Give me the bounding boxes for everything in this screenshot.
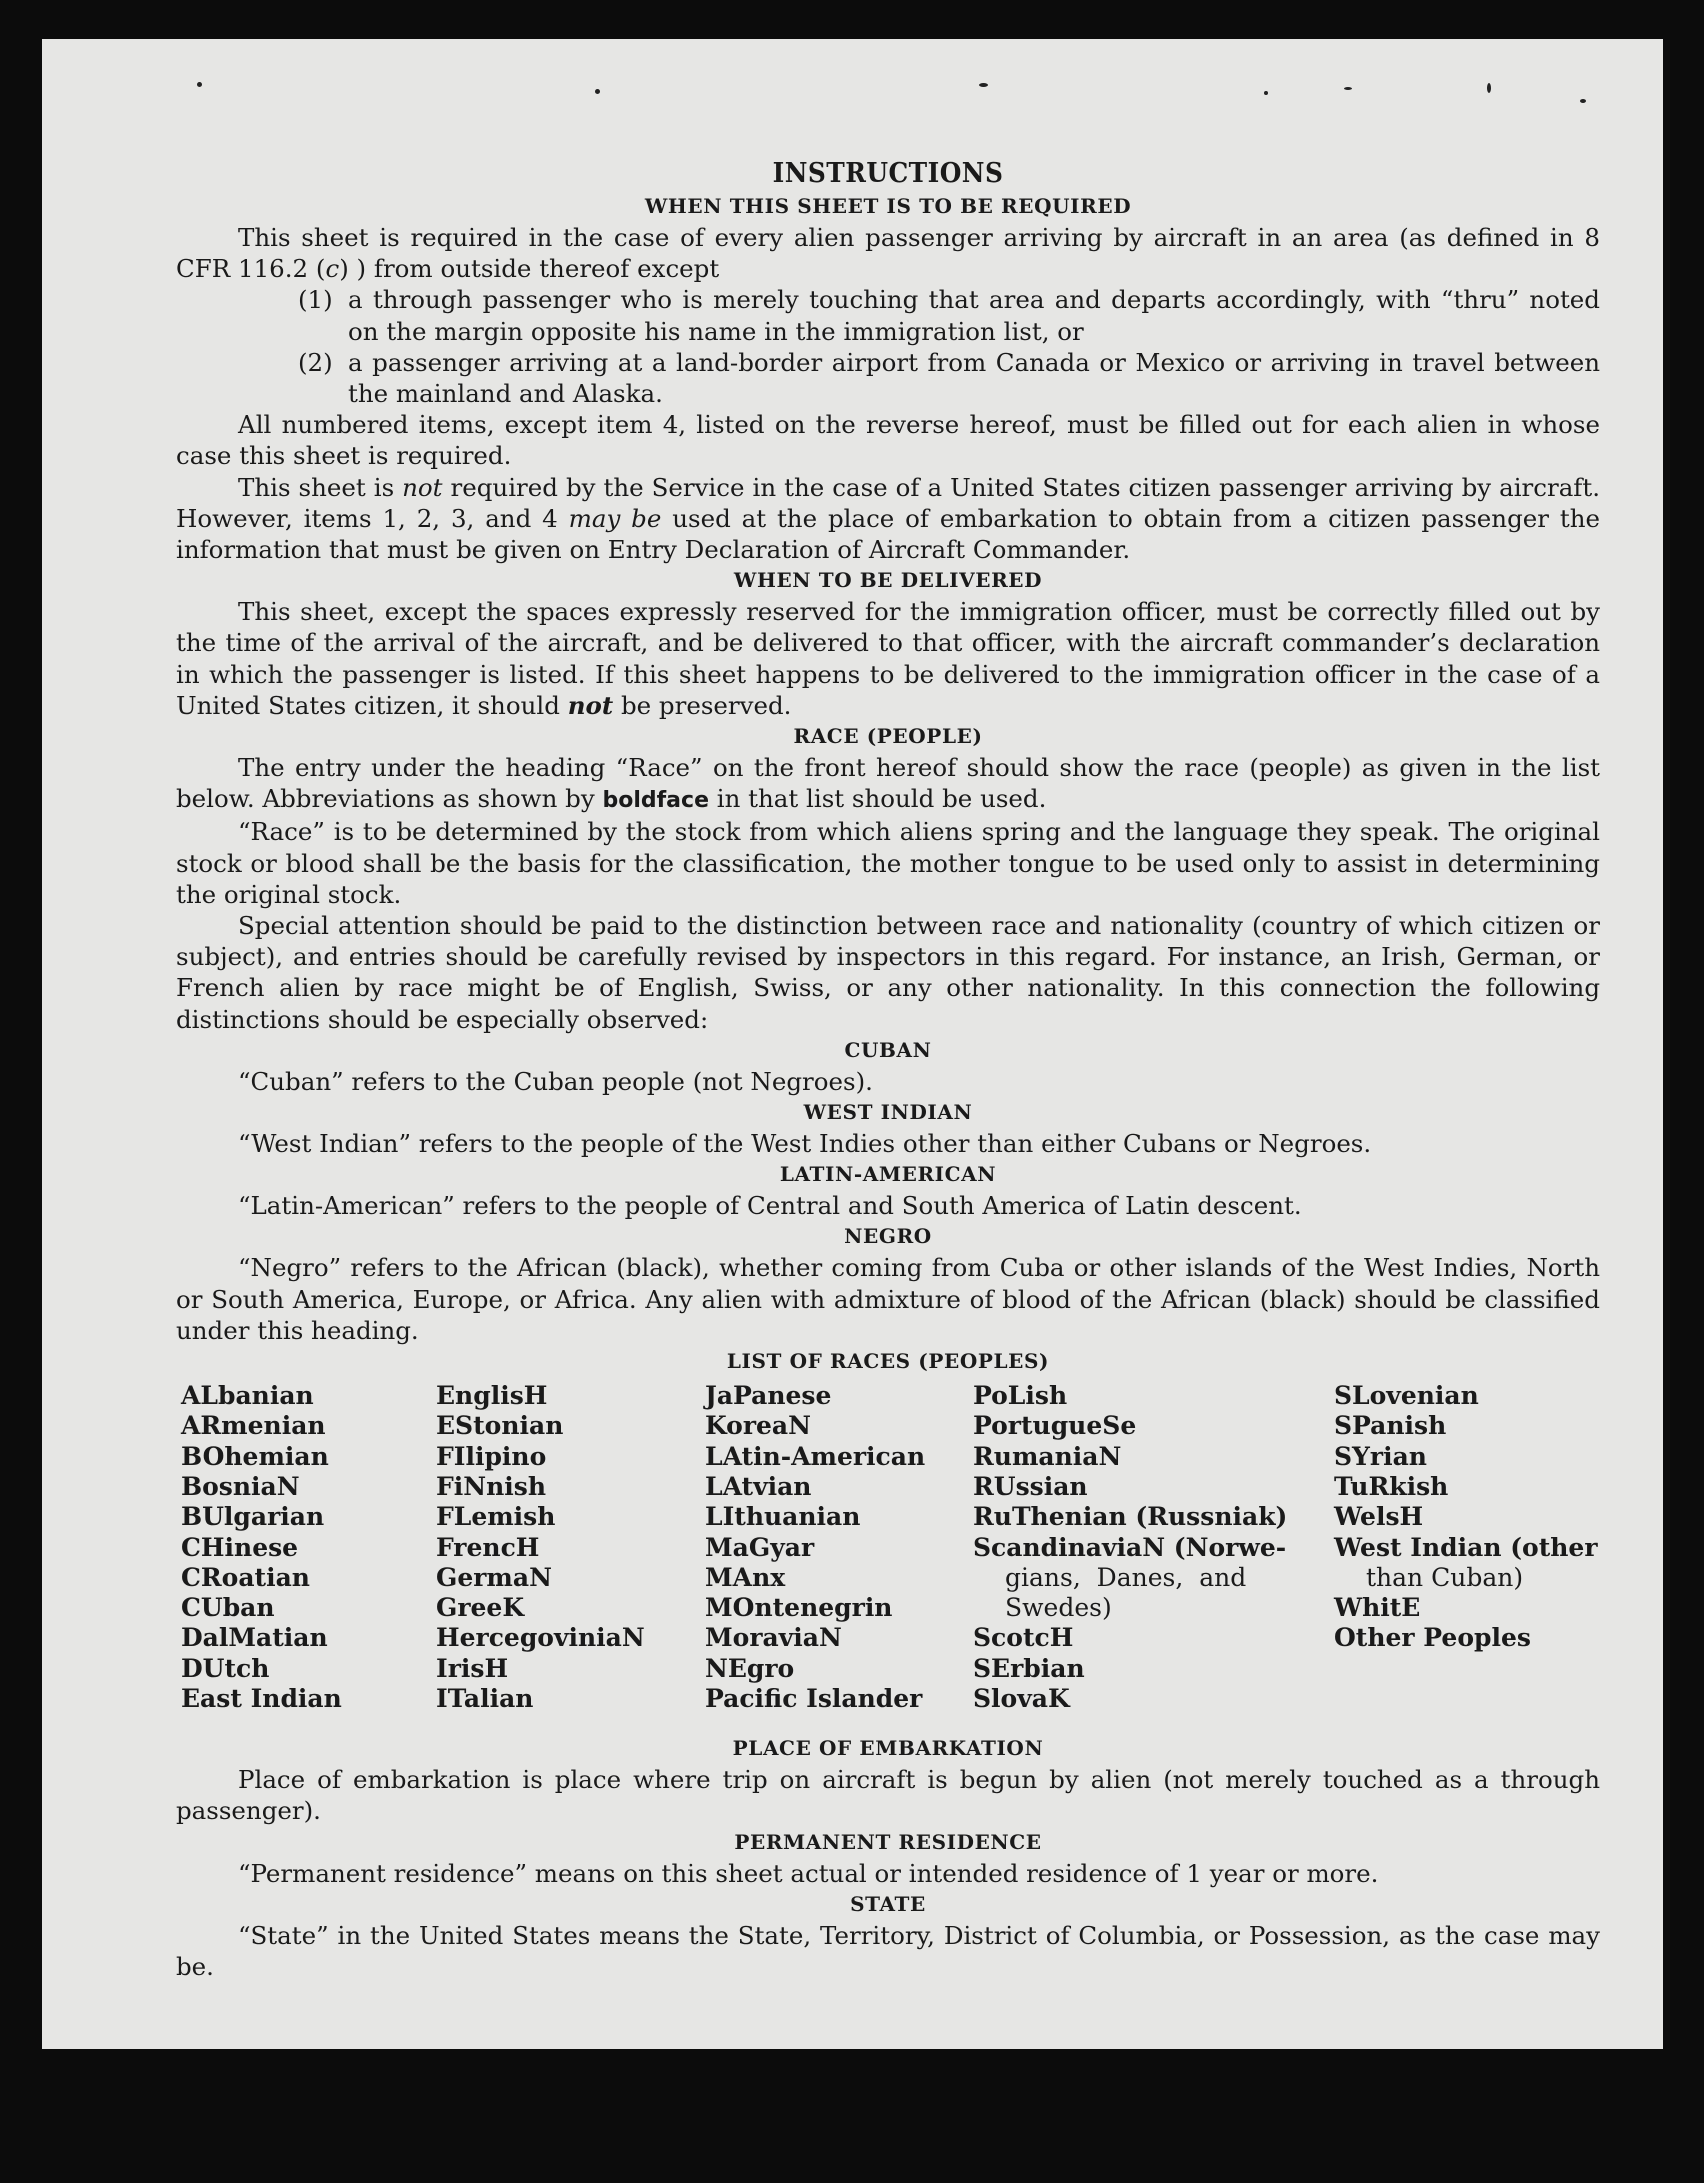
text-run: “Race” is to be determined by the stock from which aliens spring and the language they speak. The original stock or blood shall be the basis for the classification, the mother tongue to be used only to assist in determining the original stock. [176,817,1600,909]
text-run: in that list should be used. [708,784,1047,814]
races-list [176,1381,1600,1733]
race-entry: EnglisH [436,1381,548,1411]
race-entry: Other Peoples [1334,1623,1531,1653]
text-run: Place of embarkation is place where trip on aircraft is begun by alien (not merely touched as a through passenger). [176,1765,1600,1826]
paragraph [176,596,1600,721]
race-entry: MAnx [705,1562,786,1592]
text-run: a passenger arriving at a land-border airport from Canada or Mexico or arriving in travel between the mainland and Alaska. [348,347,1600,409]
race-entry: WhitE [1334,1593,1421,1623]
race-entry: NEgro [705,1653,795,1683]
race-entry: Pacific Islander [705,1684,923,1714]
race-entry: SYrian [1334,1441,1427,1471]
instructions-content [176,157,1600,1982]
race-entry: CUban [181,1593,275,1623]
races-column [181,1381,342,1714]
text-run: This sheet, except the spaces expressly reserved for the immigration officer, must be correctly filled out by the time of the arrival of the aircraft, and be delivered to that officer, with the aircraft commander’s declaration in which the passenger is listed. If this sheet happens to be delivered to the immigration officer in the case of a United States citizen, it should [176,597,1600,720]
text-run: not [567,690,614,720]
scan-speck [595,89,600,94]
race-entry: KoreaN [705,1411,811,1441]
paragraph [176,1190,1600,1221]
race-entry: SErbian [973,1653,1085,1683]
document-title: INSTRUCTIONS [772,158,1004,189]
section-heading: STATE [850,1891,926,1916]
paragraph [176,910,1600,1035]
scan-speck [1580,99,1586,103]
text-run: not [402,472,443,502]
race-entry: GreeK [436,1593,525,1623]
text-run: Special attention should be paid to the distinction between race and nationality (country of which citizen or subject), and entries should be carefully revised by inspectors in this regard. For instance, an Irish, German, or French alien by race might be of English, Swiss, or any other nationality. In this connection the following distinctions should be especially observed: [176,911,1600,1034]
section-heading: PERMANENT RESIDENCE [734,1829,1042,1854]
race-entry: MaGyar [705,1532,815,1562]
text-run: “Negro” refers to the African (black), whether coming from Cuba or other islands of the West Indies, North or South America, Europe, or Africa. Any alien with admixture of blood of the African (black) should be classified under this heading. [176,1253,1600,1345]
text-run: a through passenger who is merely touching that area and departs accordingly, with “thru” noted on the margin opposite his name in the immigration list, or [348,285,1600,346]
race-entry: LAtin-American [705,1441,926,1471]
section-heading: PLACE OF EMBARKATION [732,1736,1044,1761]
scan-speck [979,83,988,87]
race-entry: PoLish [973,1381,1068,1411]
numbered-item [176,347,1600,409]
races-column [705,1381,925,1714]
race-entry: FrencH [436,1532,540,1562]
race-entry: TuRkish [1334,1471,1449,1501]
race-entry: ARmenian [181,1411,326,1441]
text-run: required by the Service in the case of a United States citizen passenger arriving by aircraft. However, items 1, 2, 3, and 4 [176,472,1601,533]
race-entry: SlovaK [973,1684,1070,1714]
section-heading: CUBAN [844,1037,932,1062]
text-run: The entry under the heading “Race” on the front hereof should show the race (people) as given in the list below. Abbreviations as shown by [176,753,1600,814]
scan-speck [197,82,202,87]
race-entry: than Cuban) [1366,1562,1524,1592]
race-entry: CHinese [181,1532,299,1562]
section-heading: WHEN TO BE DELIVERED [733,568,1043,593]
race-entry: BosniaN [181,1471,300,1501]
race-entry: HercegoviniaN [436,1623,645,1653]
race-entry: ScotcH [973,1623,1074,1653]
text-run: This sheet is [238,472,403,502]
race-entry: PortugueSe [973,1411,1137,1441]
race-entry: LAtvian [705,1471,812,1501]
paragraph [176,1920,1600,1982]
race-entry: RumaniaN [973,1441,1122,1471]
races-column [973,1381,1287,1714]
race-entry: BUlgarian [181,1502,325,1532]
race-entry: DUtch [181,1653,270,1683]
sections-top [176,191,1600,1346]
race-entry: FLemish [436,1502,556,1532]
numbered-item [176,284,1600,346]
paragraph [176,409,1600,471]
text-run: ) ) from outside thereof except [339,254,720,284]
race-entry: MOntenegrin [705,1593,893,1623]
race-entry: WelsH [1334,1502,1424,1532]
race-entry: RUssian [973,1471,1088,1501]
race-entry: JaPanese [705,1381,832,1411]
paragraph [176,1858,1600,1889]
text-run: All numbered items, except item 4, listed on the reverse hereof, must be filled out for each alien in whose case this sheet is required. [176,410,1600,471]
paragraph [176,1066,1600,1097]
race-entry: ITalian [436,1684,534,1714]
race-entry: East Indian [181,1684,342,1714]
race-entry: RuThenian (Russniak) [973,1502,1288,1532]
paragraph [176,1764,1600,1826]
text-run: “West Indian” refers to the people of the West Indies other than either Cubans or Negroes. [238,1129,1372,1159]
text-run: “State” in the United States means the State, Territory, District of Columbia, or Possession, as the case may be. [176,1920,1600,1981]
race-entry: gians, Danes, and [1005,1562,1247,1592]
race-entry: LIthuanian [705,1502,861,1532]
races-column [436,1381,645,1714]
text-run: used at the place of embarkation to obtain from a citizen passenger the information that must be given on Entry Declaration of Aircraft Commander. [176,503,1600,565]
race-entry: MoraviaN [705,1623,842,1653]
race-entry: ScandinaviaN (Norwe- [973,1532,1287,1562]
race-entry: FIlipino [436,1441,547,1471]
text-run: c [325,254,340,284]
race-entry: SPanish [1334,1411,1447,1441]
text-run: “Latin-American” refers to the people of Central and South America of Latin descent. [238,1191,1302,1221]
paragraph [176,816,1600,910]
paragraph [176,1128,1600,1159]
race-entry: West Indian (other [1334,1532,1598,1562]
race-entry: CRoatian [181,1562,310,1592]
race-entry: DalMatian [181,1623,328,1653]
paragraph [176,472,1600,566]
race-entry: GermaN [436,1562,552,1592]
scan-speck [1264,91,1268,95]
section-heading: LATIN-AMERICAN [779,1162,997,1187]
paragraph [176,222,1600,284]
text-run: “Cuban” refers to the Cuban people (not Negroes). [238,1066,873,1096]
races-list-heading: LIST OF RACES (PEOPLES) [726,1349,1050,1374]
text-run: boldface [602,788,709,814]
race-entry: ALbanian [181,1381,314,1411]
section-heading: NEGRO [844,1224,932,1249]
section-heading: WHEN THIS SHEET IS TO BE REQUIRED [644,194,1132,218]
document-page [42,39,1663,2049]
section-heading: WEST INDIAN [803,1100,973,1125]
race-entry: SLovenian [1334,1381,1479,1411]
race-entry: BOhemian [181,1441,329,1471]
race-entry: IrisH [436,1653,509,1683]
text-run: This sheet is required in the case of every alien passenger arriving by aircraft in an area (as defined in 8 CFR 116.2 ( [176,223,1600,284]
item-number: (1) [298,285,333,315]
item-number: (2) [298,347,333,377]
races-column [1334,1381,1598,1654]
text-run: be preserved. [613,690,792,720]
paragraph [176,752,1600,816]
section-heading: RACE (PEOPLE) [793,724,983,749]
race-entry: Swedes) [1005,1593,1112,1623]
text-run: “Permanent residence” means on this sheet actual or intended residence of 1 year or more. [238,1858,1379,1888]
scan-speck [1344,87,1352,90]
paragraph [176,1252,1600,1346]
scan-speck [1487,83,1491,93]
sections-after [176,1733,1600,1982]
race-entry: EStonian [436,1411,564,1441]
text-run: may be [568,503,662,533]
race-entry: FiNnish [436,1471,547,1501]
